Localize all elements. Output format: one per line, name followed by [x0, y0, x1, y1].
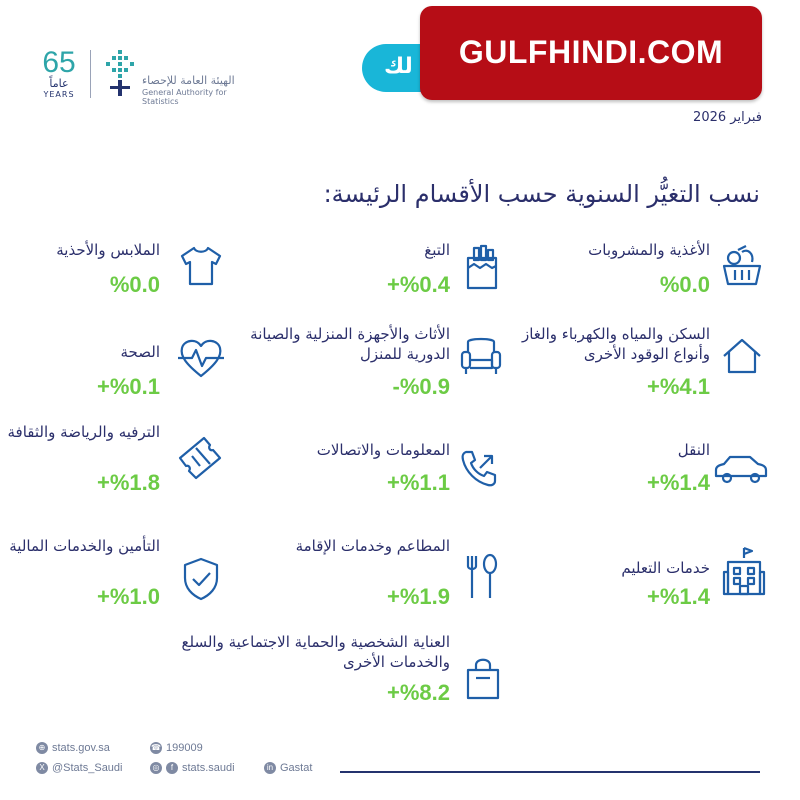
page-title: نسب التغيُّر السنوية حسب الأقسام الرئيسة:: [323, 180, 760, 208]
logo-divider: [90, 50, 91, 98]
house-icon: [720, 336, 764, 376]
phone-small-icon: ☎: [151, 743, 161, 753]
footer-linkedin[interactable]: [264, 762, 312, 774]
category-label: العناية الشخصية والحماية الاجتماعية والسلع والخدمات الأخرى: [181, 633, 450, 671]
footer-linkedin-text: Gastat: [280, 762, 313, 774]
footer-x-text: @Stats_Saudi: [52, 762, 123, 774]
category-value: %0.0: [109, 272, 160, 297]
category-label: التأمين والخدمات المالية: [9, 537, 160, 555]
footer-x[interactable]: [36, 762, 123, 774]
category-value: -%0.9: [392, 374, 450, 399]
category-label: خدمات التعليم: [621, 559, 710, 577]
food-basket-icon: [718, 244, 766, 288]
phone-icon: [458, 448, 500, 490]
category-label: التبغ: [424, 241, 450, 259]
gastat-english-name: General Authority for Statistics: [142, 88, 227, 106]
category-value: +%0.4: [387, 272, 450, 297]
category-label: الصحة: [120, 343, 160, 361]
tickets-icon: [174, 434, 226, 484]
category-label: الأثاث والأجهزة المنزلية والصيانة الدورية للمنزل: [250, 325, 450, 363]
category-label: المطاعم وخدمات الإقامة: [295, 537, 450, 555]
linkedin-icon: in: [264, 762, 276, 774]
category-furnishing: [240, 324, 450, 404]
footer-divider: [340, 771, 760, 773]
gastat-logo: [100, 48, 260, 106]
instagram-icon: ◎: [150, 762, 162, 774]
category-education: [500, 558, 710, 618]
gastat-emblem-icon: [102, 48, 138, 100]
school-icon: [722, 546, 766, 598]
category-food: [500, 240, 710, 300]
fork-spoon-icon: [464, 552, 500, 602]
watermark-banner: [420, 6, 762, 100]
report-date: فبراير 2026: [693, 110, 762, 125]
category-insurance: [0, 536, 160, 616]
category-value: +%0.1: [97, 374, 160, 399]
category-label: السكن والمياه والكهرباء والغاز وأنواع الوقود الأخرى: [521, 325, 710, 363]
category-value: %0.0: [659, 272, 710, 297]
category-label: الملابس والأحذية: [56, 241, 160, 259]
footer-website-text: stats.gov.sa: [52, 742, 110, 754]
shield-check-icon: [180, 556, 222, 602]
cigarettes-icon: [462, 244, 502, 292]
footer-website[interactable]: [36, 742, 110, 754]
globe-icon: ⊕: [36, 742, 48, 754]
gastat-arabic-name: الهيئة العامة للإحصاء: [142, 74, 235, 87]
armchair-icon: [458, 334, 504, 378]
logo-65-arabic: عاماً: [49, 77, 69, 90]
car-icon: [712, 452, 770, 486]
category-value: +%4.1: [647, 374, 710, 399]
tshirt-icon: [178, 244, 224, 288]
x-logo-icon: X: [36, 762, 48, 774]
category-label: الأغذية والمشروبات: [588, 241, 710, 259]
category-value: +%1.9: [387, 584, 450, 609]
category-clothing: [0, 240, 160, 300]
category-label: النقل: [677, 441, 710, 459]
category-housing: [500, 324, 710, 404]
facebook-icon: f: [166, 762, 178, 774]
category-personal-care: [150, 632, 450, 712]
category-value: +%1.8: [97, 470, 160, 495]
category-value: +%1.4: [647, 584, 710, 609]
category-health: [0, 342, 160, 402]
category-value: +%1.0: [97, 584, 160, 609]
category-label: الترفيه والرياضة والثقافة: [7, 423, 160, 441]
footer-insta-text: stats.saudi: [182, 762, 235, 774]
category-value: +%8.2: [387, 680, 450, 705]
category-label: المعلومات والاتصالات: [316, 441, 450, 459]
footer-phone-text: 199009: [166, 742, 203, 754]
logo-65-years: YEARS: [43, 90, 75, 99]
category-restaurants: [240, 536, 450, 616]
footer-instagram-facebook[interactable]: [150, 762, 235, 774]
category-communication: [240, 440, 450, 500]
65-years-logo: [34, 48, 84, 104]
category-value: +%1.1: [387, 470, 450, 495]
category-transport: [500, 440, 710, 500]
footer-phone[interactable]: [150, 742, 203, 754]
header-pill-text: لك: [384, 54, 413, 79]
watermark-text: GULFHINDI.COM: [458, 34, 724, 70]
shopping-bag-icon: [464, 656, 502, 702]
heartbeat-icon: [176, 336, 226, 380]
category-recreation: [0, 422, 160, 502]
category-value: +%1.4: [647, 470, 710, 495]
logo-65-number: 65: [42, 46, 76, 79]
category-tobacco: [240, 240, 450, 300]
